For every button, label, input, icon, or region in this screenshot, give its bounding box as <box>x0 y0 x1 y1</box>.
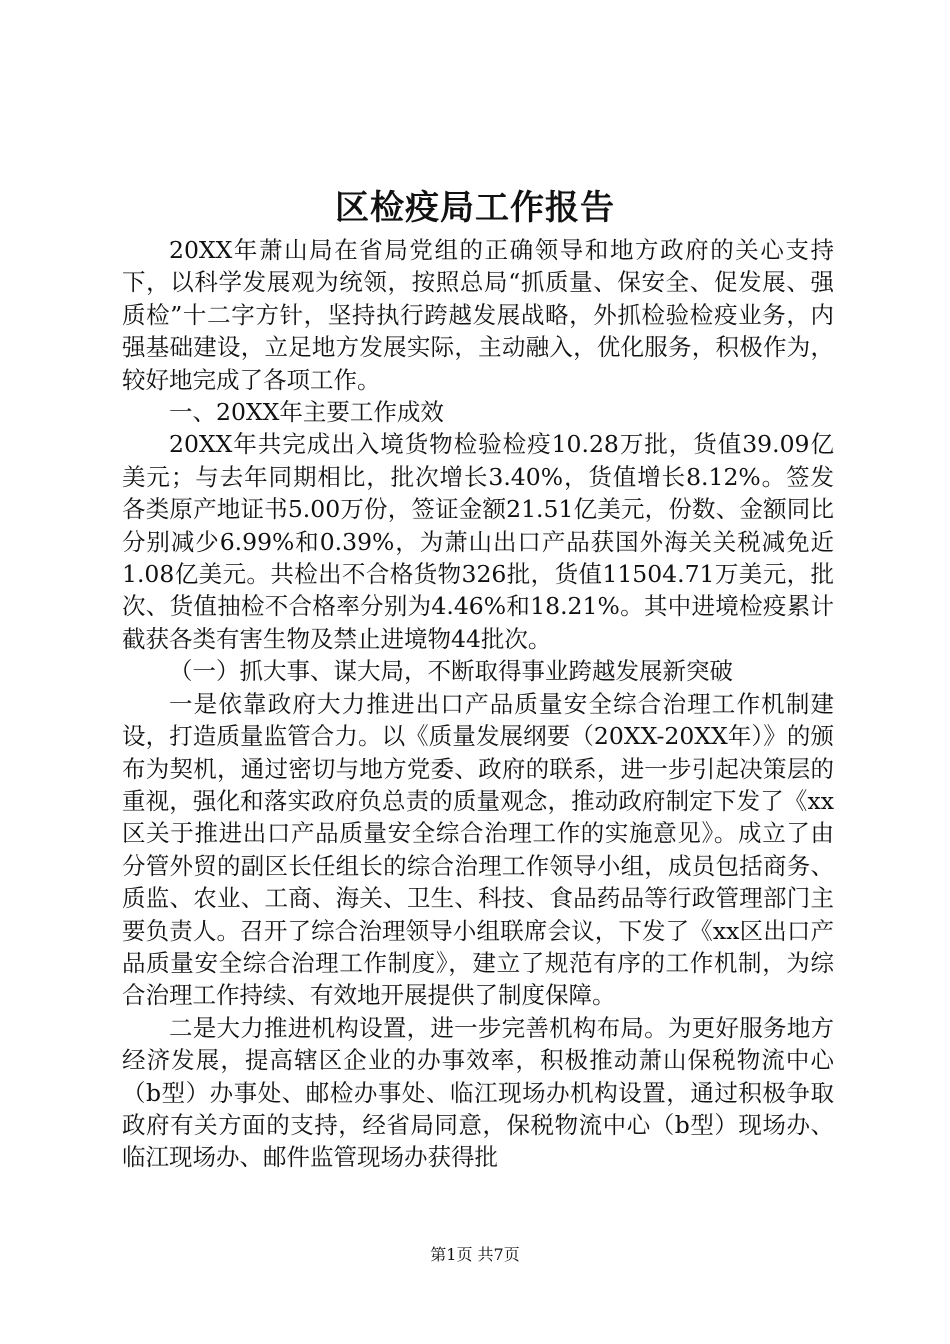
paragraph-intro: 20XX年萧山局在省局党组的正确领导和地方政府的关心支持下，以科学发展观为统领，按照总局“抓质量、保安全、促发展、强质检”十二字方针，坚持执行跨越发展战略，外抓检验检疫业务，内强基础建设，立足地方发展实际，主动融入，优化服务，积极作为，较好地完成了各项工作。 <box>122 236 834 394</box>
section-heading-1: 一、20XX年主要工作成效 <box>169 398 444 427</box>
paragraph-point-1: 一是依靠政府大力推进出口产品质量安全综合治理工作机制建设，打造质量监管合力。以《质量发展纲要（20XX-20XX年）》的颁布为契机，通过密切与地方党委、政府的联系，进一步引起决策层的重视，强化和落实政府负总责的质量观念，推动政府制定下发了《xx区关于推进出口产品质量安全综合治理工作的实施意见》。成立了由分管外贸的副区长任组长的综合治理工作领导小组，成员包括商务、质监、农业、工商、海关、卫生、科技、食品药品等行政管理部门主要负责人。召开了综合治理领导小组联席会议，下发了《xx区出口产品质量安全综合治理工作制度》，建立了规范有序的工作机制，为综合治理工作持续、有效地开展提供了制度保障。 <box>122 689 834 1010</box>
paragraph-statistics: 20XX年共完成出入境货物检验检疫10.28万批，货值39.09亿美元；与去年同期相比，批次增长3.40%，货值增长8.12%。签发各类原产地证书5.00万份，签证金额21.51亿美元，份数、金额同比分别减少6.99%和0.39%，为萧山出口产品获国外海关关税减免近1.08亿美元。共检出不合格货物326批，货值11504.71万美元，批次、货值抽检不合格率分别为4.46%和18.21%。其中进境检疫累计截获各类有害生物及禁止进境物44批次。 <box>122 430 834 653</box>
document-title: 区检疫局工作报告 <box>335 188 615 228</box>
paragraph-point-2: 二是大力推进机构设置，进一步完善机构布局。为更好服务地方经济发展，提高辖区企业的办事效率，积极推动萧山保税物流中心（b型）办事处、邮检办事处、临江现场办机构设置，通过积极争取政府有关方面的支持，经省局同意，保税物流中心（b型）现场办、临江现场办、邮件监管现场办获得批 <box>122 1013 834 1172</box>
page-footer: 第1页 共7页 <box>430 1245 520 1264</box>
document-body <box>122 234 834 1174</box>
subsection-heading-1: （一）抓大事、谋大局，不断取得事业跨越发展新突破 <box>169 657 733 686</box>
